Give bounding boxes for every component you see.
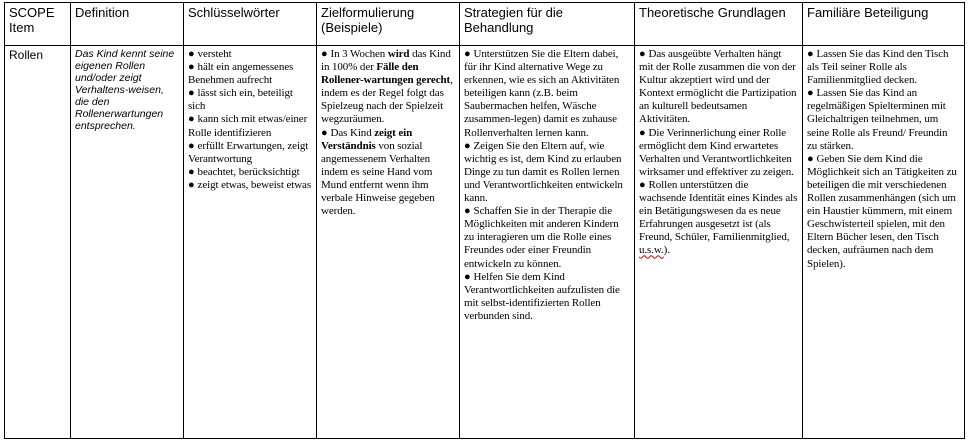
cell-goals (317, 46, 460, 439)
bullet-icon: ● (188, 178, 195, 191)
header-scope-item: SCOPE Item (5, 3, 71, 46)
goal-item: ● In 3 Wochen wird das Kind in 100% der Fälle den Rollener-wartungen gerecht, indem es der Regel folgt das Spielzeug nach der Spielzeit wegzuräumen. (321, 48, 453, 126)
strategy-item: ● Unterstützen Sie die Eltern dabei, für ihr Kind alternative Wege zu erkennen, wie es sich an Aktivitäten beteiligen kann (z.B. beim Saubermachen helfen, Wäsche zusammen-legen) damit es zuhause Rollenverhalten lernen kann. (464, 48, 620, 139)
theory-item: ● Die Verinnerlichung einer Rolle ermöglicht dem Kind erwartetes Verhalten und Verantwortlichkeiten wirksamer und effektiver zu zeigen. (639, 126, 794, 178)
bullet-icon: ● (464, 205, 471, 218)
keyword-item: ● lässt sich ein, beteiligt sich (188, 87, 293, 113)
bullet-icon: ● (188, 139, 195, 152)
family-item: ● Geben Sie dem Kind die Möglichkeit sich an Tätigkeiten zu beteiligen die mit verschiedenen Rollen zusammenhängen (sich um ein Haustier kümmern, mit einem Geschwisterteil spielen, mit den Eltern Bücher lesen, den Tisch decken, aufräumen nach dem Spielen). (807, 152, 957, 270)
cell-theory (635, 46, 803, 439)
header-strategies: Strategien für die Behandlung (460, 3, 635, 46)
bullet-icon: ● (188, 87, 195, 100)
bullet-icon: ● (321, 126, 328, 139)
bullet-icon: ● (188, 48, 195, 60)
keyword-item: ● kann sich mit etwas/einer Rolle identifizieren (188, 113, 308, 139)
bullet-icon: ● (807, 87, 814, 100)
strategy-item: ● Helfen Sie dem Kind Verantwortlichkeiten aufzulisten die mit selbst-identifizierten Rollen verbunden sind. (464, 270, 620, 322)
bullet-icon: ● (188, 61, 195, 74)
strategy-item: ● Schaffen Sie in der Therapie die Möglichkeiten mit anderen Kindern zu interagieren um die Rolle eines Freundes oder einer Freundin entwickeln zu können. (464, 205, 619, 270)
header-row (5, 3, 965, 46)
cell-keywords (184, 46, 317, 439)
table-row (5, 46, 965, 439)
bullet-icon: ● (639, 126, 646, 139)
bullet-icon: ● (464, 270, 471, 283)
header-goals: Zielformulierung (Beispiele) (317, 3, 460, 46)
spellcheck-mark: u.s.w. (639, 244, 664, 257)
bullet-icon: ● (807, 48, 814, 60)
keyword-item: ● versteht (188, 48, 232, 60)
theory-item: ● Rollen unterstützen die wachsende Identität eines Kindes als ein Betätigungswesen da es neue Erfahrungen ausgesetzt ist (als Freund, Schüler, Familienmitglied, u.s.w.). (639, 178, 798, 257)
bullet-icon: ● (188, 113, 195, 126)
goal-item: ● Das Kind zeigt ein Verständnis von sozial angemessenem Verhalten indem es seine Hand vom Mund entfernt wenn ihm verbale Hinweise gegeben werden. (321, 126, 435, 218)
header-keywords: Schlüsselwörter (184, 3, 317, 46)
theory-item: ● Das ausgeübte Verhalten hängt mit der Rolle zusammen die von der Kultur akzeptiert wird und der Kontext ermöglicht die Partizipation an kulturell bedeutsamen Aktivitäten. (639, 48, 797, 126)
strategy-item: ● Zeigen Sie den Eltern auf, wie wichtig es ist, dem Kind zu erlauben Dinge zu tun damit es Rollen lernen und Verantwortlichkeiten entwickeln kann. (464, 139, 623, 205)
cell-strategies (460, 46, 635, 439)
header-theory: Theoretische Grundlagen (635, 3, 803, 46)
scope-table (4, 2, 965, 439)
header-definition: Definition (71, 3, 184, 46)
cell-scope-item: Rollen (5, 46, 71, 439)
keyword-item: ● zeigt etwas, beweist etwas (188, 178, 312, 191)
bullet-icon: ● (807, 152, 814, 165)
cell-definition: Das Kind kennt seine eigenen Rollen und/oder zeigt Verhaltens-weisen, die den Rollenerwartungen entsprechen. (71, 46, 184, 439)
bullet-icon: ● (464, 48, 471, 60)
keyword-item: ● hält ein angemessenes Benehmen aufrecht (188, 61, 294, 87)
bullet-icon: ● (321, 48, 328, 60)
bullet-icon: ● (639, 178, 646, 191)
family-item: ● Lassen Sie das Kind den Tisch als Teil seiner Rolle als Familienmitglied decken. (807, 48, 949, 87)
bullet-icon: ● (464, 139, 471, 152)
bullet-icon: ● (188, 165, 195, 178)
keyword-item: ● erfüllt Erwartungen, zeigt Verantwortung (188, 139, 309, 165)
bullet-icon: ● (639, 48, 646, 60)
header-family: Familiäre Beteiligung (803, 3, 965, 46)
cell-family (803, 46, 965, 439)
family-item: ● Lassen Sie das Kind an regelmäßigen Spielterminen mit Gleichaltrigen teilnehmen, um seine Rolle als Freund/ Freundin zu stärken. (807, 87, 948, 152)
keyword-item: ● beachtet, berücksichtigt (188, 165, 300, 178)
